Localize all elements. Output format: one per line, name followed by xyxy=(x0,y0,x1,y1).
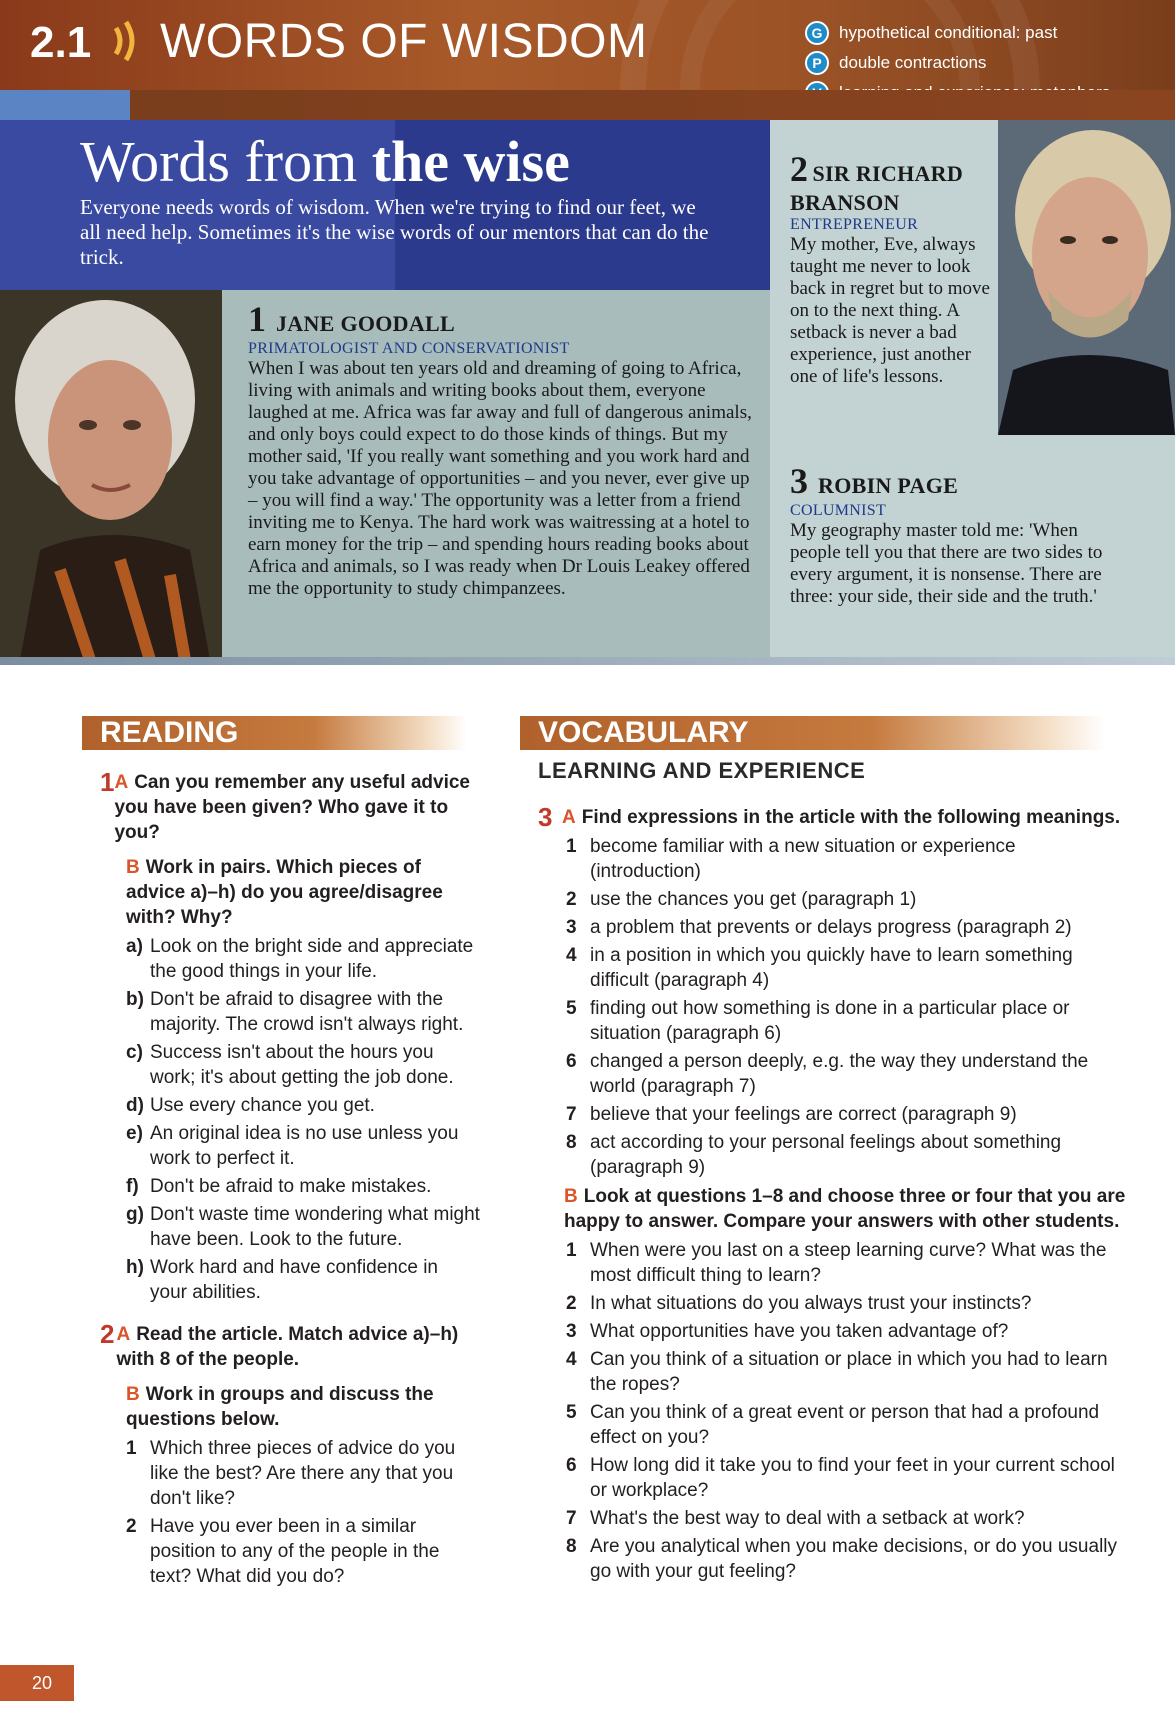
item-text: a problem that prevents or delays progress (paragraph 2) xyxy=(590,917,1072,938)
item-text: Don't be afraid to make mistakes. xyxy=(150,1176,432,1197)
list-item xyxy=(566,1506,1128,1531)
list-item xyxy=(126,1040,480,1090)
question-2b xyxy=(126,1382,480,1432)
item-text: use the chances you get (paragraph 1) xyxy=(590,889,917,910)
vocabulary-subtitle: LEARNING AND EXPERIENCE xyxy=(538,758,866,783)
item-label: 3 xyxy=(566,1321,577,1342)
item-label: 2 xyxy=(566,1293,577,1314)
reading-banner: READING xyxy=(82,716,467,750)
item-label: 2 xyxy=(126,1516,137,1537)
unit-number: 2.1 xyxy=(30,18,92,67)
question-letter: A xyxy=(114,772,129,793)
list-item xyxy=(566,1400,1128,1450)
list-item xyxy=(566,1534,1128,1584)
item-label: 5 xyxy=(566,1402,577,1423)
item-label: 1 xyxy=(126,1438,137,1459)
meanings-list xyxy=(566,834,1128,1180)
item-text: Work hard and have confidence in your abilities. xyxy=(150,1257,438,1303)
person-name: JANE GOODALL xyxy=(276,311,456,336)
focus-pronunciation xyxy=(805,48,1110,78)
discussion-list xyxy=(126,1436,480,1589)
person-number: 3 xyxy=(790,461,808,501)
article-title-light: Words from xyxy=(80,129,372,194)
question-text: Read the article. Match advice a)–h) with 8 of the people. xyxy=(116,1324,459,1370)
person-role: COLUMNIST xyxy=(790,502,887,519)
header-accent-strip xyxy=(0,90,130,120)
item-text: What's the best way to deal with a setback at work? xyxy=(590,1508,1025,1529)
pronunciation-badge-icon: P xyxy=(805,51,829,75)
item-label: 6 xyxy=(566,1051,577,1072)
item-label: 3 xyxy=(566,917,577,938)
item-label: b) xyxy=(126,989,144,1010)
list-item xyxy=(566,1319,1128,1344)
discussion-questions-list xyxy=(566,1238,1128,1584)
item-text: believe that your feelings are correct (paragraph 9) xyxy=(590,1104,1017,1125)
article-divider xyxy=(0,657,1175,665)
list-item xyxy=(566,887,1128,912)
item-label: 4 xyxy=(566,1349,577,1370)
item-text: Can you think of a situation or place in which you had to learn the ropes? xyxy=(590,1349,1108,1395)
page-number: 20 xyxy=(0,1665,74,1701)
advice-list xyxy=(126,934,480,1305)
list-item xyxy=(566,943,1128,993)
list-item xyxy=(126,1202,480,1252)
grammar-badge-icon: G xyxy=(805,21,829,45)
item-label: h) xyxy=(126,1257,144,1278)
item-label: e) xyxy=(126,1123,143,1144)
question-text-wrap xyxy=(562,805,1120,830)
person-richard-branson xyxy=(790,148,990,388)
item-text: In what situations do you always trust your instincts? xyxy=(590,1293,1032,1314)
item-text: An original idea is no use unless you work to perfect it. xyxy=(150,1123,459,1169)
list-item xyxy=(126,1436,480,1511)
person-heading xyxy=(790,460,1120,502)
item-text: What opportunities have you taken advantage of? xyxy=(590,1321,1009,1342)
question-1a xyxy=(100,767,480,845)
item-text: Use every chance you get. xyxy=(150,1095,375,1116)
item-label: 1 xyxy=(566,836,577,857)
item-text: Success isn't about the hours you work; it's about getting the job done. xyxy=(150,1042,454,1088)
item-text: Are you analytical when you make decisions, or do you usually go with your gut feeling? xyxy=(590,1536,1118,1582)
person-quote: My geography master told me: 'When people tell you that there are two sides to every argument, it is nonsense. There are three: your side, their side and the truth.' xyxy=(790,520,1103,607)
question-text-wrap xyxy=(116,1322,480,1372)
item-label: 6 xyxy=(566,1455,577,1476)
question-3a xyxy=(538,802,1128,832)
list-item xyxy=(566,1453,1128,1503)
item-text: finding out how something is done in a particular place or situation (paragraph 6) xyxy=(590,998,1070,1044)
focus-text: double contractions xyxy=(839,53,987,72)
list-item xyxy=(126,934,480,984)
focus-grammar xyxy=(805,18,1110,48)
unit-header xyxy=(0,0,1175,90)
list-item xyxy=(566,1347,1128,1397)
item-label: 8 xyxy=(566,1132,577,1153)
person-heading xyxy=(248,298,753,340)
item-label: 8 xyxy=(566,1536,577,1557)
question-1b xyxy=(126,855,480,930)
item-label: 4 xyxy=(566,945,577,966)
person-name: SIR RICHARD BRANSON xyxy=(790,161,964,215)
list-item xyxy=(566,1291,1128,1316)
item-text: Which three pieces of advice do you like the best? Are there any that you don't like? xyxy=(150,1438,456,1509)
question-text: Work in groups and discuss the questions below. xyxy=(126,1384,434,1430)
question-letter: B xyxy=(126,857,140,878)
question-letter: A xyxy=(116,1324,131,1345)
question-3b xyxy=(564,1184,1128,1234)
item-text: become familiar with a new situation or experience (introduction) xyxy=(590,836,1016,882)
article-title-bold: the wise xyxy=(371,129,570,194)
list-item xyxy=(126,1514,480,1589)
question-text: Look at questions 1–8 and choose three or four that you are happy to answer. Compare your answers with other students. xyxy=(564,1186,1126,1232)
list-item xyxy=(126,1121,480,1171)
question-text-wrap xyxy=(114,770,480,845)
person-jane-goodall xyxy=(248,298,753,600)
person-quote: When I was about ten years old and dreaming of going to Africa, living with animals and writing books about them, everyone laughed at me. Africa was far away and full of dangerous animals, and only boys could expect to do those kinds of things. But my mother said, 'If you really want something and you work hard and you take advantage of opportunities – and you never, ever give up – you will find a way.' The opportunity was a letter from a friend inviting me to Kenya. The hard work was waitressing at a hotel to earn money for the trip – and spending hours reading books about Africa and animals, so I was ready when Dr Louis Leakey offered me the opportunity to study chimpanzees. xyxy=(248,358,752,599)
item-text: in a position in which you quickly have to learn something difficult (paragraph 4) xyxy=(590,945,1073,991)
focus-text: hypothetical conditional: past xyxy=(839,23,1058,42)
list-item xyxy=(126,1093,480,1118)
item-label: 7 xyxy=(566,1508,577,1529)
question-number: 1 xyxy=(100,767,115,797)
person-number: 2 xyxy=(790,149,808,189)
item-label: 5 xyxy=(566,998,577,1019)
person-quote: My mother, Eve, always taught me never to look back in regret but to move on to the next thing. A setback is never a bad experience, just another one of life's lessons. xyxy=(790,234,990,387)
item-label: 1 xyxy=(566,1240,577,1261)
person-role: ENTREPRENEUR xyxy=(790,216,919,233)
vocabulary-banner: VOCABULARY xyxy=(520,716,1105,750)
list-item xyxy=(126,1255,480,1305)
list-item xyxy=(566,1102,1128,1127)
list-item xyxy=(566,996,1128,1046)
vocabulary-column xyxy=(538,802,1128,1587)
item-text: Can you think of a great event or person that had a profound effect on you? xyxy=(590,1402,1100,1448)
article-panel xyxy=(0,120,1175,665)
item-label: 2 xyxy=(566,889,577,910)
question-letter: A xyxy=(562,807,576,828)
question-letter: B xyxy=(126,1384,140,1405)
list-item xyxy=(566,1130,1128,1180)
richard-branson-photo xyxy=(998,120,1175,435)
item-text: Don't waste time wondering what might have been. Look to the future. xyxy=(150,1204,480,1250)
unit-title: WORDS OF WISDOM xyxy=(160,15,648,68)
person-number: 1 xyxy=(248,299,266,339)
person-name: ROBIN PAGE xyxy=(818,473,959,498)
article-intro: Everyone needs words of wisdom. When we're trying to find our feet, we all need help. Sometimes it's the wise words of our mentors that can do the trick. xyxy=(80,195,709,269)
reading-column xyxy=(100,767,480,1592)
list-item xyxy=(566,1238,1128,1288)
item-text: Have you ever been in a similar position to any of the people in the text? What did you do? xyxy=(150,1516,440,1587)
question-2a xyxy=(100,1319,480,1372)
question-text: Find expressions in the article with the following meanings. xyxy=(581,807,1121,828)
jane-goodall-photo xyxy=(0,290,222,660)
person-robin-page xyxy=(790,460,1120,608)
spacer xyxy=(100,1308,480,1322)
list-item xyxy=(566,915,1128,940)
list-item xyxy=(126,1174,480,1199)
question-number: 2 xyxy=(100,1319,115,1349)
article-title xyxy=(80,128,570,195)
item-label: c) xyxy=(126,1042,143,1063)
item-text: changed a person deeply, e.g. the way they understand the world (paragraph 7) xyxy=(590,1051,1089,1097)
item-text: Don't be afraid to disagree with the majority. The crowd isn't always right. xyxy=(150,989,464,1035)
question-letter: B xyxy=(564,1186,578,1207)
question-text: Can you remember any useful advice you have been given? Who gave it to you? xyxy=(114,772,470,843)
item-label: 7 xyxy=(566,1104,577,1125)
item-text: When were you last on a steep learning curve? What was the most difficult thing to learn? xyxy=(590,1240,1107,1286)
item-label: f) xyxy=(126,1176,139,1197)
item-label: a) xyxy=(126,936,143,957)
audio-icon[interactable] xyxy=(110,16,144,66)
header-accent-strip xyxy=(130,90,1175,120)
list-item xyxy=(566,834,1128,884)
person-role: PRIMATOLOGIST AND CONSERVATIONIST xyxy=(248,340,570,357)
item-text: How long did it take you to find your feet in your current school or workplace? xyxy=(590,1455,1115,1501)
item-text: act according to your personal feelings about something (paragraph 9) xyxy=(590,1132,1062,1178)
question-text: Work in pairs. Which pieces of advice a)–h) do you agree/disagree with? Why? xyxy=(126,857,443,928)
item-text: Look on the bright side and appreciate the good things in your life. xyxy=(150,936,474,982)
item-label: g) xyxy=(126,1204,144,1225)
person-heading xyxy=(790,148,990,216)
item-label: d) xyxy=(126,1095,144,1116)
question-number: 3 xyxy=(538,802,553,832)
list-item xyxy=(566,1049,1128,1099)
list-item xyxy=(126,987,480,1037)
